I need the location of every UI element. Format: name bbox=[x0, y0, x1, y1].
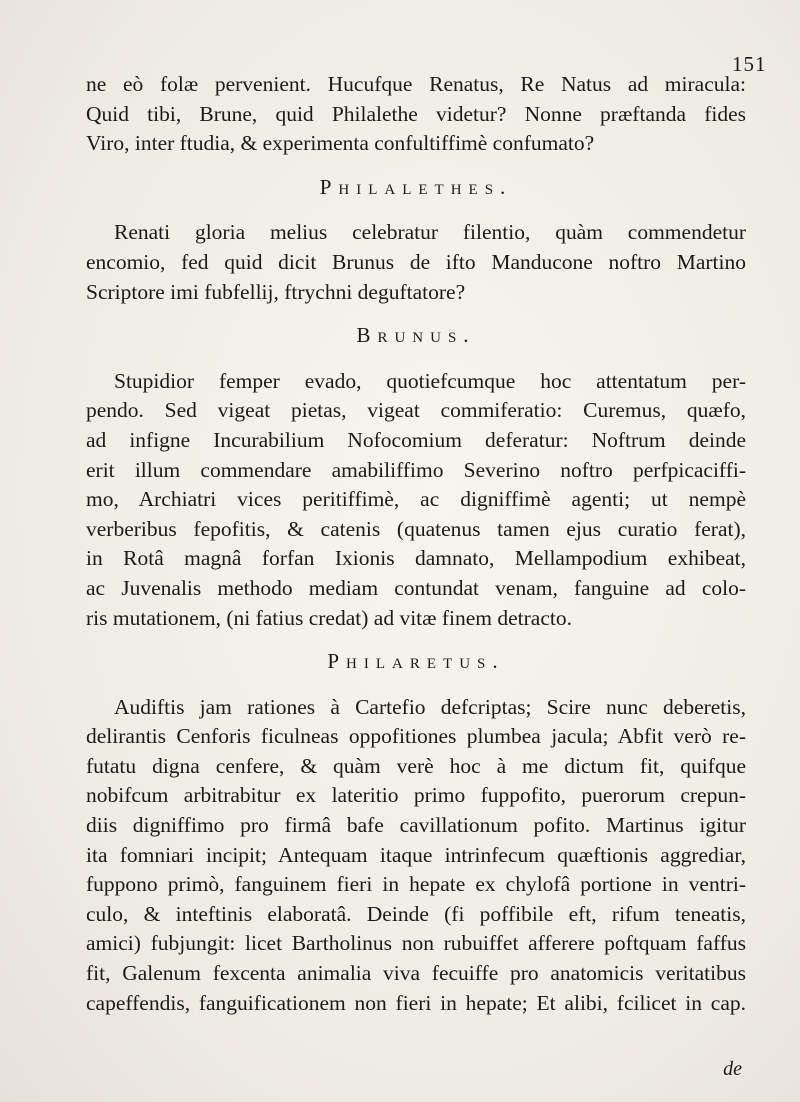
text-line: diis digniffimo pro firmâ bafe cavillationum pofito. Martinus igitur bbox=[86, 813, 746, 838]
text-line: encomio, fed quid dicit Brunus de ifto Manducone noftro Martino bbox=[86, 249, 746, 274]
text-line: ad infigne Incurabilium Nofocomium deferatur: Noftrum deinde bbox=[86, 427, 746, 452]
text-line: Scriptore imi fubfellij, ftrychni deguftatore? bbox=[86, 279, 466, 304]
text-line: mo, Archiatri vices peritiffimè, ac digniffimè agenti; ut nempè bbox=[86, 487, 746, 512]
text-line: fuppono primò, fanguinem fieri in hepate ex chylofâ portione in ventri- bbox=[86, 872, 746, 897]
speaker-heading-brunus: Brunus. bbox=[356, 323, 476, 348]
paragraph-philaretus bbox=[86, 693, 746, 1019]
paragraph-intro bbox=[86, 70, 746, 159]
page-text bbox=[86, 70, 746, 1018]
paragraph-brunus bbox=[86, 367, 746, 633]
text-line: Quid tibi, Brune, quid Philalethe videtur? Nonne præftanda fides bbox=[86, 101, 746, 126]
text-line: pendo. Sed vigeat pietas, vigeat commiferatio: Curemus, quæfo, bbox=[86, 398, 746, 423]
text-line: fit, Galenum fexcenta animalia viva fecuiffe pro anatomicis veritatibus bbox=[86, 961, 746, 986]
text-line: ris mutationem, (ni fatius credat) ad vitæ finem detracto. bbox=[86, 605, 572, 630]
text-line: Stupidior femper evado, quotiefcumque hoc attentatum per- bbox=[114, 368, 746, 393]
text-line: culo, & inteftinis elaboratâ. Deinde (fi poffibile eft, rifum teneatis, bbox=[86, 901, 746, 926]
catchword: de bbox=[723, 1058, 742, 1080]
text-line: ac Juvenalis methodo mediam contundat venam, fanguine ad colo- bbox=[86, 575, 746, 600]
text-line: Renati gloria melius celebratur filentio, quàm commendetur bbox=[114, 220, 746, 245]
speaker-heading-philaretus: Philaretus. bbox=[327, 649, 505, 674]
text-line: ita fomniari incipit; Antequam itaque intrinfecum quæftionis aggrediar, bbox=[86, 842, 746, 867]
text-line: ne eò folæ pervenient. Hucufque Renatus, Re Natus ad miracula: bbox=[86, 72, 746, 96]
text-line: capeffendis, fanguificationem non fieri in hepate; Et alibi, fcilicet in cap. bbox=[86, 990, 746, 1015]
text-line: verberibus fepofitis, & catenis (quatenus tamen ejus curatio ferat), bbox=[86, 516, 746, 541]
speaker-heading-philalethes: Philalethes. bbox=[319, 174, 513, 199]
page-number: 151 bbox=[732, 52, 767, 76]
paragraph-philalethes bbox=[86, 218, 746, 307]
text-line: delirantis Cenforis ficulneas oppofitiones plumbea jacula; Abfit verò re- bbox=[86, 724, 746, 749]
text-line: nobifcum arbitrabitur ex lateritio primo fuppofito, puerorum crepun- bbox=[86, 783, 746, 808]
text-line: Viro, inter ftudia, & experimenta confultiffimè confumato? bbox=[86, 131, 595, 156]
text-line: futatu digna cenfere, & quàm verè hoc à me dictum fit, quifque bbox=[86, 753, 746, 778]
text-line: erit illum commendare amabiliffimo Severino noftro perfpicaciffi- bbox=[86, 457, 746, 482]
text-line: in Rotâ magnâ forfan Ixionis damnato, Mellampodium exhibeat, bbox=[86, 546, 746, 571]
text-line: Audiftis jam rationes à Cartefio defcriptas; Scire nunc deberetis, bbox=[114, 694, 746, 719]
text-line: amici) fubjungit: licet Bartholinus non rubuiffet afferere poftquam faffus bbox=[86, 931, 746, 956]
